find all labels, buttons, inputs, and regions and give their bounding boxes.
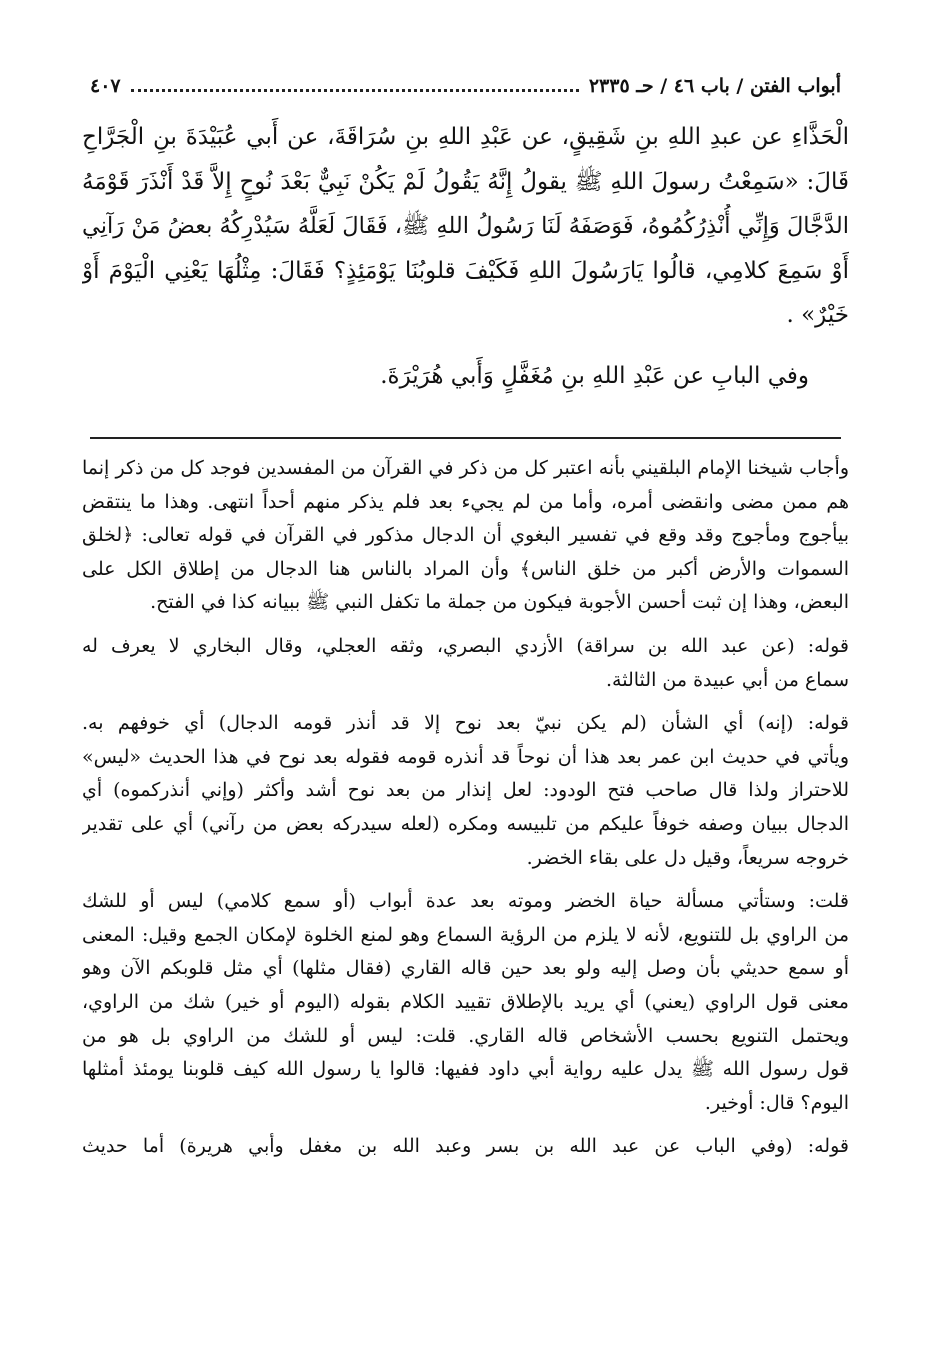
- commentary-line: هم ممن مضى وانقضى أمره، وأما من لم يجيء بعد فلم يذكر منهم أحداً انتهى. وهذا ما ينتقض: [82, 490, 849, 513]
- hadith-paragraph: [82, 115, 849, 338]
- commentary-paragraph: [82, 707, 849, 875]
- commentary-line: قلت: وستأتي مسألة حياة الخضر وموته بعد عدة أبواب (أو سمع كلامي) ليس أو للشك: [82, 890, 849, 913]
- header-title: أبواب الفتن / باب ٤٦ / حـ ٢٣٣٥: [588, 75, 841, 97]
- commentary-line: معنى قول الراوي (يعني) أي يريد بالإطلاق تقييد الكلام بقوله (اليوم أو خير) شك من الراوي،: [82, 990, 849, 1013]
- running-header: [90, 68, 841, 104]
- commentary-line: قول رسول الله ﷺ يدل عليه رواية أبي داود ففيها: قالوا يا رسول الله كيف قلوبنا يومئذ أمثلها: [82, 1058, 849, 1081]
- bab-line-text: وفي البابِ عن عَبْدِ اللهِ بنِ مُغَفَّلٍ وَأَبي هُرَيْرَةَ.: [380, 362, 809, 389]
- bab-line: [82, 354, 849, 399]
- page-number: ٤٠٧: [90, 75, 121, 97]
- commentary-line: السموات والأرض أكبر من خلق الناس﴾ وأن المراد بالناس هنا الدجال من إطلاق الكل على: [82, 557, 849, 580]
- commentary-line: بيأجوج ومأجوج وقد وقع في تفسير البغوي أن الدجال مذكور في القرآن في قوله تعالى: ﴿لخلق: [82, 524, 849, 547]
- commentary-line: قوله: (إنه) أي الشأن (لم يكن نبيّ بعد نوح إلا قد أنذر قومه الدجال) أي خوفهم به.: [82, 712, 849, 735]
- commentary-paragraph: [82, 630, 849, 697]
- commentary-paragraph: [82, 1130, 849, 1164]
- commentary-line: اليوم؟ قال: أوخير.: [704, 1091, 849, 1114]
- commentary-paragraph: [82, 452, 849, 620]
- hadith-text: [82, 115, 849, 398]
- commentary-line: وأجاب شيخنا الإمام البلقيني بأنه اعتبر كل من ذكر في القرآن من المفسدين فوجد كل من ذكر إنما: [82, 457, 849, 479]
- hadith-line: قَالَ: «سَمِعْتُ رسولَ اللهِ ﷺ يقولُ إِنَّهُ يَقُولُ لَمْ يَكُنْ نَبِيٌّ بَعْدَ نُوحٍ إِلاَّ قَدْ أَنْذَرَ قَوْمَهُ: [82, 168, 849, 195]
- commentary-line: للاحتراز ولذا قال صاحب فتح الودود: لعل إنذار من بعد نوح أشد وأكثر (وإني أنذركموه) أي: [82, 779, 849, 802]
- commentary-line: الدجال ببيان وصفه خوفاً عليكم من تلبيسه ومكره (لعله سيدركه بعض من رآني) أي على تقدير: [82, 812, 849, 835]
- commentary-line: البعض، وهذا إن ثبت أحسن الأجوبة فيكون من جملة ما تكفل النبي ﷺ ببيانه كذا في الفتح.: [150, 591, 849, 614]
- hadith-line: الْحَذَّاءِ عن عبدِ اللهِ بنِ شَقِيقٍ، عن عَبْدِ اللهِ بنِ سُرَاقَةَ، عن أَبي عُبَيْدَةَ بنِ الْجَرَّاحِ: [82, 124, 849, 150]
- commentary-line: ويحتمل التنويع بحسب الأشخاص قاله القاري. قلت: ليس أو للشك من الراوي بل هو من: [82, 1024, 849, 1047]
- commentary-line: ويأتي في حديث ابن عمر بعد هذا أن نوحاً قد أنذره قومه فقوله بعد نوح في هذا الحديث «ليس»: [82, 745, 849, 768]
- hadith-line: أَوْ سَمِعَ كلامِي، قالُوا يَارَسُولَ اللهِ فَكَيْفَ قلوبُنَا يَوْمَئِذٍ؟ فَقَالَ: مِثْلُهَا يَعْنِي الْيَوْمَ أَوْ: [82, 257, 849, 284]
- commentary-line: خروجه سريعاً، وقيل دل على بقاء الخضر.: [526, 846, 849, 869]
- hadith-line: الدَّجَّالَ وَإِنِّي أُنْذِرُكُمُوهُ، فَوَصَفَهُ لَنَا رَسُولُ اللهِ ﷺ، فَقَالَ لَعَلَّهُ سَيُدْرِكُهُ بعضُ مَنْ رَآنِي: [82, 213, 849, 239]
- footnote-divider: [90, 437, 841, 439]
- commentary-paragraph: [82, 885, 849, 1120]
- commentary-line: سماع من أبي عبيدة من الثالثة.: [606, 668, 849, 691]
- commentary-line: قوله: (وفي الباب عن عبد الله بن بسر وعبد الله بن مغفل وأبي هريرة) أما حديث: [82, 1135, 849, 1158]
- commentary-line: قوله: (عن عبد الله بن سراقة) الأزدي البصري، وثقه العجلي، وقال البخاري لا يعرف له: [82, 634, 849, 657]
- header-dotted-leader: [131, 89, 579, 92]
- hadith-line: خَيْرٌ» .: [786, 302, 849, 328]
- commentary-line: من الراوي بل للتنويع، لأنه لا يلزم من الرؤية السماع وهو لمنع الخلوة لإمكان الجمع وقيل: المعنى: [82, 923, 849, 946]
- commentary-line: أو سمع حديثي بأن وصل إليه ولو بعد حين قاله القاري (فقال مثلها) أي مثل قلوبكم الآن وهو: [82, 957, 849, 980]
- commentary: [82, 452, 849, 1174]
